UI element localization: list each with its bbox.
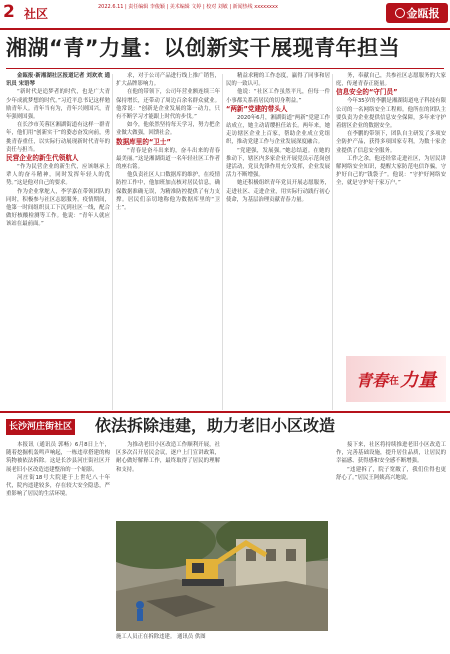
paragraph: 在他的带领下，公司年营业额连续三年保持增长，还带动了周边百余名群众就业。他常说：“创新是企业发展的第一动力，只有不断学习才能跟上时代的步伐。” bbox=[116, 89, 220, 121]
paragraph: “青春是奋斗出来的，奋斗出来的青春最美丽。”这是湘湖街道一名年轻社区工作者的座右铭。 bbox=[116, 147, 220, 171]
paragraph: 2020年6月，湘湖街道“两新”党建工作站成立，她主动请缨担任站长。两年来，她走访辖区企业上百家，帮助企业成立党组织，推动党建工作与企业发展深度融合。 bbox=[226, 114, 330, 146]
youth-banner bbox=[346, 356, 446, 402]
masthead bbox=[0, 0, 450, 30]
subheading: 数据库里的“卫士” bbox=[116, 137, 171, 146]
paragraph: 求，对于公司产品进行线上推广销售，扩大品牌影响力。 bbox=[116, 73, 220, 88]
article-column-3 bbox=[336, 441, 446, 482]
paragraph: 工作之余，他还经常走进社区，为居民讲解网络安全知识，提醒大家防范电信诈骗，守护好自己的“钱袋子”。他说：“守护好网络安全，就是守护好千家万户。” bbox=[336, 155, 446, 187]
article-column-4 bbox=[336, 72, 446, 188]
article-column-1 bbox=[6, 441, 110, 498]
paragraph: 在长沙市芙蓉区湘湖街道有这样一群青年，他们用“创新实干”的姿态奋发向前，勇挑青春重任，以实际行动展现新时代青年的责任与担当。 bbox=[6, 122, 110, 153]
dateline: 2022.6.11 | 责任编辑 李俊颖 | 美术编辑 文婷 | 校对 刘敏 | 新闻热线 xxxxxxxx bbox=[98, 4, 278, 10]
paragraph: 他负责社区人口数据库的维护，在疫情防控工作中，他加班加点核对居民信息，确保数据准确无误，为精准防控提供了有力支撑。居民们亲切地称他为数据库里的“卫士”。 bbox=[116, 172, 220, 212]
paragraph: 作为企业掌舵人，李学嘉在带领团队的同时，积极参与社区志愿服务。疫情期间，他第一时间组织员工下沉到社区一线，配合做好核酸检测等工作。他说：“青年人就应该站在最前面。” bbox=[6, 188, 110, 228]
banner-text: 在 bbox=[389, 375, 399, 387]
column-divider bbox=[222, 74, 223, 410]
banner-text: 青春 bbox=[355, 370, 388, 390]
paragraph: 精益求精的工作态度，赢得了同事和居民的一致认可。 bbox=[226, 73, 330, 88]
paragraph: 本报讯（通讯员 郭畅）6月8日上午，随着挖掘机轰鸣声响起，一栋违章搭建的构筑物被依法拆除。这是长沙县河庄街社区开展老旧小区改造违建整治的一个缩影。 bbox=[6, 442, 110, 473]
demolition-photo-art bbox=[116, 521, 328, 631]
paragraph: 在李鹏的带领下，团队自主研发了多项安全防护产品，获得多项国家专利，为数十家企业提供了信息安全服务。 bbox=[336, 131, 446, 154]
article-column-2 bbox=[116, 441, 220, 474]
subheading: “两新”党建的带头人 bbox=[226, 104, 288, 113]
byline: 金瓯报·新湘湖社区报道记者 刘欢欢 通讯员 宋语琴 bbox=[6, 73, 110, 88]
subheading: 信息安全的“守门员” bbox=[336, 88, 398, 97]
article-column-3 bbox=[226, 72, 330, 204]
subheading: 民营企业的新生代领航人 bbox=[6, 154, 79, 163]
paragraph: “作为民营企业的新生代，应该继承上辈人的奋斗精神，同时发挥年轻人的优势。”这是他对自己的要求。 bbox=[6, 164, 110, 187]
paragraph: 他说：“社区工作虽然平凡，但每一件小事都关系着居民的切身利益。” bbox=[226, 89, 330, 104]
section-separator bbox=[0, 411, 450, 413]
paragraph: 今年35岁的李鹏是湘湖街道电子科技有限公司的一名网络安全工程师。他所在的团队主要负责为企业提供信息安全保障，多年来守护着辖区企业的数据安全。 bbox=[336, 98, 446, 130]
paragraph: 为推动老旧小区改造工作顺利开展，社区多次召开居民会议，逐户上门宣讲政策，耐心做好解释工作，最终取得了居民的理解和支持。 bbox=[116, 442, 220, 473]
divider bbox=[6, 68, 444, 69]
logo bbox=[386, 3, 448, 23]
paragraph: 接下来，社区将持续推进老旧小区改造工作，完善基础设施，提升居住品质，让居民的幸福感、获得感和安全感不断增强。 bbox=[336, 442, 446, 465]
article-headline: 依法拆除违建，助力老旧小区改造 bbox=[95, 416, 336, 435]
logo-mark-icon bbox=[395, 8, 405, 18]
logo-text: 金瓯报 bbox=[406, 7, 440, 20]
photo-caption: 施工人员正在拆除违建。 通讯员 供图 bbox=[116, 634, 206, 640]
paragraph: “违建拆了，院子宽敞了，我们住得也更舒心了。”居民王阿姨高兴地说。 bbox=[336, 466, 446, 481]
article-tag: 长沙河庄街社区 bbox=[6, 419, 75, 435]
column-divider bbox=[112, 74, 113, 410]
column-divider bbox=[332, 74, 333, 410]
paragraph: 务，奉献自己，共参社区志愿服务的大家庭，传递青春正能量。 bbox=[336, 73, 446, 88]
paragraph: 如今，他依然坚持每天学习，努力把企业做大做强，回馈社会。 bbox=[116, 122, 220, 137]
paragraph: 她还积极组织青年党员开展志愿服务，走进社区、走进企业，用实际行动践行初心使命，为基层治理贡献青春力量。 bbox=[226, 180, 330, 203]
banner-text: 力量 bbox=[400, 370, 436, 391]
section-name: 社区 bbox=[24, 7, 49, 21]
article-headline: 湘湖“青”力量：以创新实干展现青年担当 bbox=[6, 36, 401, 60]
paragraph: “新时代是追梦者的时代，也是广大青少年成就梦想的时代。”习近平总书记这样勉励青年人。青年当有为，青年兴则国兴，青年强则国强。 bbox=[6, 89, 110, 121]
article-column-2 bbox=[116, 72, 220, 212]
page-number: 2 bbox=[3, 2, 15, 22]
paragraph: “党建强，发展强。”她总结道。在她的推动下，辖区内多家企业开展党员示范岗创建活动，党员先锋作用充分发挥，企业发展活力不断增强。 bbox=[226, 147, 330, 179]
paragraph: 河庄街18号大院建于上世纪八十年代，院内违建较多，存在较大安全隐患，严重影响了居民的生活环境。 bbox=[6, 474, 110, 498]
article-column-1 bbox=[6, 72, 110, 229]
demolition-photo bbox=[116, 521, 328, 631]
